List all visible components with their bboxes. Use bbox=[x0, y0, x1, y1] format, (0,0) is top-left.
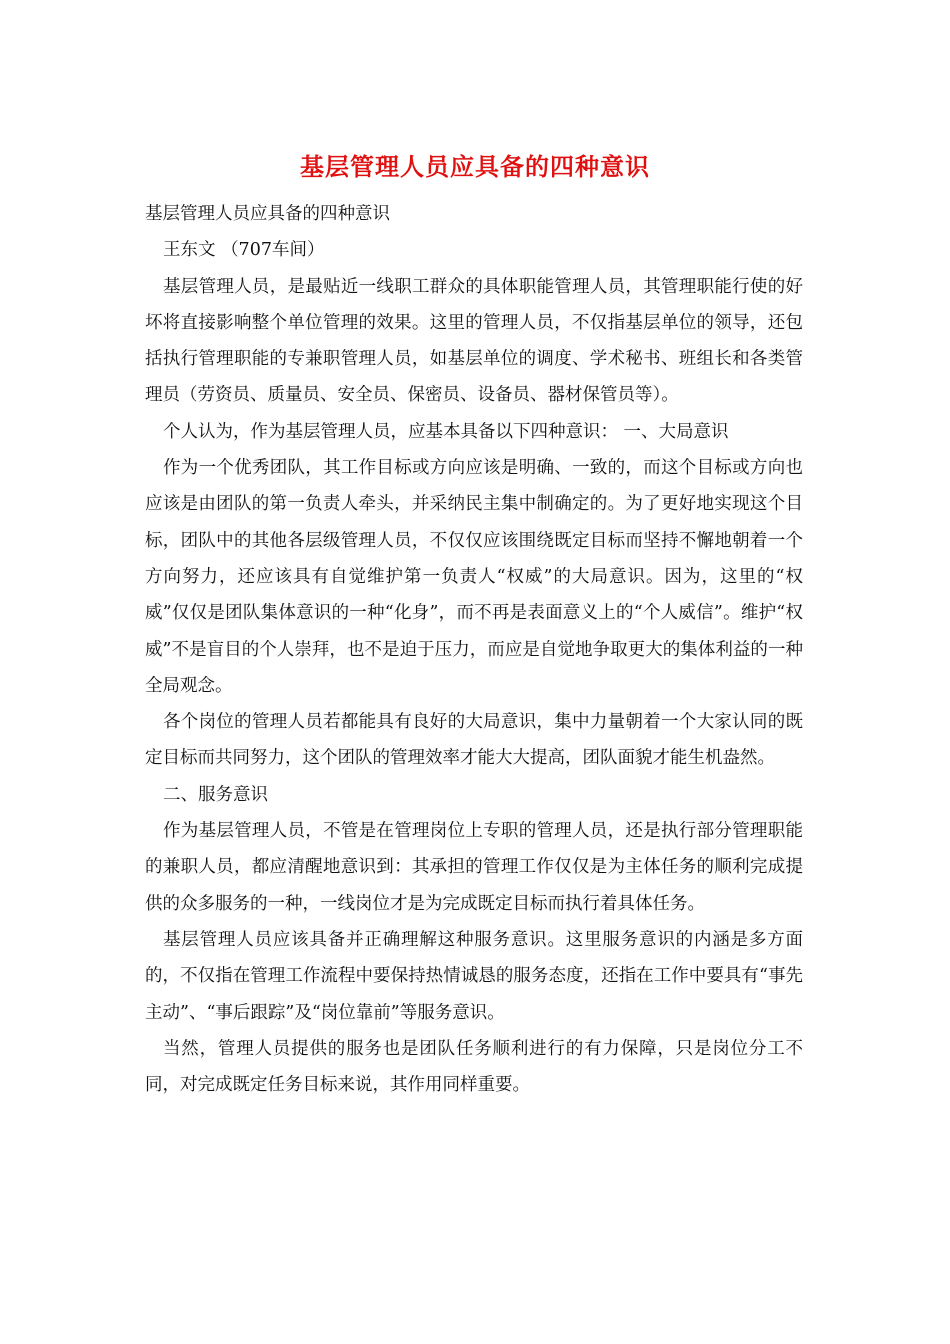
paragraph: 当然，管理人员提供的服务也是团队任务顺利进行的有力保障，只是岗位分工不同，对完成既定任务目标来说，其作用同样重要。 bbox=[145, 1038, 803, 1096]
document-title: 基层管理人员应具备的四种意识 bbox=[300, 152, 650, 181]
paragraph: 作为一个优秀团队，其工作目标或方向应该是明确、一致的，而这个目标或方向也应该是由团队的第一负责人牵头，并采纳民主集中制确定的。为了更好地实现这个目标，团队中的其他各层级管理人员，不仅仅应该围绕既定目标而坚持不懈地朝着一个方向努力，还应该具有自觉维护第一负责人“权威”的大局意识。因为，这里的“权威”仅仅是团队集体意识的一种“化身”，而不再是表面意义上的“个人威信”。维护“权威”不是盲目的个人崇拜，也不是迫于压力，而应是自觉地争取更大的集体利益的一种全局观念。 bbox=[145, 458, 803, 696]
paragraph-author: 王东文 （707车间） bbox=[163, 240, 325, 261]
paragraph: 个人认为，作为基层管理人员，应基本具备以下四种意识： 一、大局意识 bbox=[163, 421, 729, 442]
paragraph: 基层管理人员，是最贴近一线职工群众的具体职能管理人员，其管理职能行使的好坏将直接影响整个单位管理的效果。这里的管理人员，不仅指基层单位的领导，还包括执行管理职能的专兼职管理人员，如基层单位的调度、学术秘书、班组长和各类管理员（劳资员、质量员、安全员、保密员、设备员、器材保管员等）。 bbox=[145, 276, 803, 406]
paragraph: 作为基层管理人员，不管是在管理岗位上专职的管理人员，还是执行部分管理职能的兼职人员，都应清醒地意识到：其承担的管理工作仅仅是为主体任务的顺利完成提供的众多服务的一种，一线岗位才是为完成既定目标而执行着具体任务。 bbox=[145, 821, 803, 914]
document-body bbox=[145, 196, 803, 1103]
paragraph-subtitle: 基层管理人员应具备的四种意识 bbox=[145, 204, 390, 224]
paragraph: 基层管理人员应该具备并正确理解这种服务意识。这里服务意识的内涵是多方面的，不仅指在管理工作流程中要保持热情诚恳的服务态度，还指在工作中要具有“事先主动”、“事后跟踪”及“岗位靠前”等服务意识。 bbox=[145, 929, 803, 1023]
section-heading: 二、服务意识 bbox=[163, 784, 268, 805]
paragraph: 各个岗位的管理人员若都能具有良好的大局意识，集中力量朝着一个大家认同的既定目标而共同努力，这个团队的管理效率才能大大提高，团队面貌才能生机盎然。 bbox=[145, 712, 803, 769]
